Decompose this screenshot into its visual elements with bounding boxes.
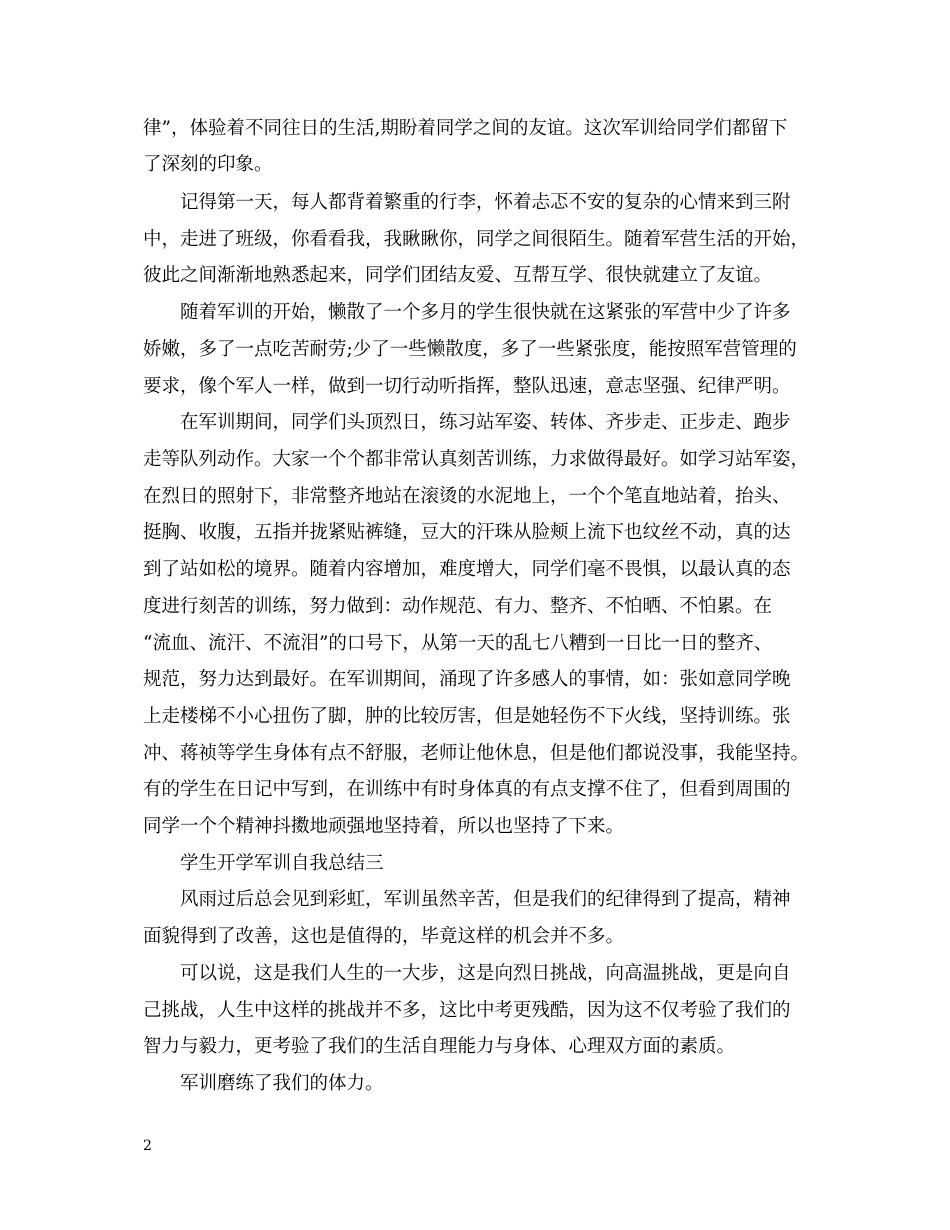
text-line: 同学一个个精神抖擞地顽强地坚持着，所以也坚持了下来。: [143, 816, 625, 837]
text-line: 度进行刻苦的训练，努力做到：动作规范、有力、整齐、不怕晒、不怕累。在: [143, 596, 773, 617]
text-line: 冲、蒋祯等学生身体有点不舒服，老师让他休息，但是他们都说没事，我能坚持。: [143, 743, 810, 764]
text-line: 上走楼梯不小心扭伤了脚，肿的比较厉害，但是她轻伤不下火线，坚持训练。张: [143, 706, 791, 727]
text-line: 在烈日的照射下，非常整齐地站在滚烫的水泥地上，一个个笔直地站着，抬头、: [143, 486, 791, 507]
paragraph-first-line: 随着军训的开始，懒散了一个多月的学生很快就在这紧张的军营中少了许多: [180, 302, 791, 323]
paragraph-first-line: 可以说，这是我们人生的一大步，这是向烈日挑战，向高温挑战，更是向自: [180, 963, 791, 984]
paragraph-first-line: 风雨过后总会见到彩虹，军训虽然辛苦，但是我们的纪律得到了提高，精神: [180, 889, 791, 910]
text-line: 面貌得到了改善，这也是值得的，毕竟这样的机会并不多。: [143, 926, 625, 947]
text-line: 彼此之间渐渐地熟悉起来，同学们团结友爱、互帮互学、很快就建立了友谊。: [143, 265, 773, 286]
paragraph-first-line: 记得第一天，每人都背着繁重的行李，怀着忐忑不安的复杂的心情来到三附: [180, 192, 791, 213]
text-line: 挺胸、收腹，五指并拢紧贴裤缝，豆大的汗珠从脸颊上流下也纹丝不动，真的达: [143, 522, 791, 543]
text-line: 规范，努力达到最好。在军训期间，涌现了许多感人的事情，如：张如意同学晚: [143, 669, 791, 690]
text-line: 到了站如松的境界。随着内容增加，难度增大，同学们毫不畏惧，以最认真的态: [143, 559, 791, 580]
text-line: 要求，像个军人一样，做到一切行动听指挥，整队迅速，意志坚强、纪律严明。: [143, 376, 791, 397]
text-line: 智力与毅力，更考验了我们的生活自理能力与身体、心理双方面的素质。: [143, 1036, 736, 1057]
text-line: 走等队列动作。大家一个个都非常认真刻苦训练，力求做得最好。如学习站军姿，: [143, 449, 810, 470]
text-line: 有的学生在日记中写到，在训练中有时身体真的有点支撑不住了，但看到周围的: [143, 779, 791, 800]
text-line: 娇嫩，多了一点吃苦耐劳;少了一些懒散度，多了一些紧张度，能按照军营管理的: [143, 339, 797, 360]
text-line: 律”，体验着不同往日的生活,期盼着同学之间的友谊。这次军训给同学们都留下: [143, 118, 788, 139]
paragraph-first-line: 在军训期间，同学们头顶烈日，练习站军姿、转体、齐步走、正步走、跑步: [180, 412, 791, 433]
paragraph-first-line: 军训磨练了我们的体力。: [180, 1073, 384, 1094]
text-line: “流血、流汗、不流泪”的口号下，从第一天的乱七八糟到一日比一日的整齐、: [143, 633, 773, 654]
text-line: 己挑战，人生中这样的挑战并不多，这比中考更残酷，因为这不仅考验了我们的: [143, 1000, 791, 1021]
page-number: 2: [143, 1138, 152, 1154]
text-line: 中，走进了班级，你看看我，我瞅瞅你，同学之间很陌生。随着军营生活的开始，: [143, 229, 810, 250]
section-heading: 学生开学军训自我总结三: [180, 853, 384, 874]
text-line: 了深刻的印象。: [143, 154, 273, 175]
